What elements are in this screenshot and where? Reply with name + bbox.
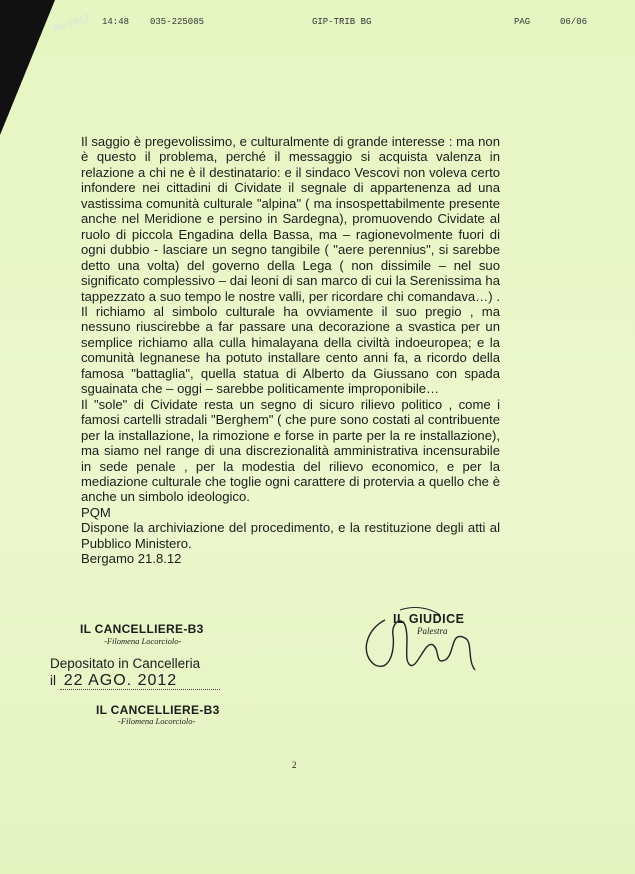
fax-time: 14:48 bbox=[102, 17, 130, 27]
depositato-prefix: il bbox=[50, 673, 56, 688]
cancelliere-stamp-2-name: -Filomena Locorciolo- bbox=[118, 716, 196, 726]
document-body bbox=[81, 134, 500, 567]
cancelliere-stamp-1-name: -Filomena Locorciolo- bbox=[104, 636, 182, 646]
cancelliere-stamp-1: IL CANCELLIERE-B3 bbox=[80, 622, 204, 636]
fax-sender: GIP-TRIB BG bbox=[312, 17, 372, 27]
giudice-name: Palestra bbox=[417, 626, 448, 636]
dispositivo: Dispone la archiviazione del procedimento, e la restituzione degli atti al Pubblico Ministero. bbox=[81, 520, 500, 551]
place-date: Bergamo 21.8.12 bbox=[81, 551, 182, 567]
depositato-underline bbox=[60, 689, 220, 690]
fax-page-count: 06/06 bbox=[560, 17, 588, 27]
depositato-date: 22 AGO. 2012 bbox=[63, 672, 178, 689]
depositato-label: Depositato in Cancelleria bbox=[50, 656, 201, 671]
pqm-heading: PQM bbox=[81, 504, 111, 520]
fax-date: 09/2012 bbox=[52, 13, 92, 35]
cancelliere-stamp-2: IL CANCELLIERE-B3 bbox=[96, 703, 220, 717]
depositato-date-line bbox=[50, 672, 177, 690]
paragraph-2: Il "sole" di Cividate resta un segno di sicuro rilievo politico , come i famosi cartelli stradali "Berghem" ( che pure sono costati al contribuente per la installazione, la rimozione e forse in parte per la re installazione), ma siamo nel range di una discrezionalità amministrativa incensurabile in sede penale , per la modestia del rilievo economico, e per la mediazione culturale che toglie ogni carattere di protervia a quello che è anche un simbolo ideologico. bbox=[81, 396, 500, 505]
paragraph-1: Il saggio è pregevolissimo, e culturalmente di grande interesse : ma non è questo il problema, perché il messaggio si acquista valenza in relazione a chi ne è il destinatario: e il sindaco Vescovi non voleva certo infondere nei cittadini di Cividate il segnale di appartenenza ad una vastissima comunità culturale "alpina" ( ma insospettabilmente presente anche nel Meridione e persino in Sardegna), promuovendo Cividate al ruolo di piccola Engadina della Bassa, ma – ragionevolmente fuori di ogni dubbio - lasciare un segno tangibile ( "aere perennius", si sarebbe detto una volta) del governo della Lega ( non dissimile – nel suo significato complessivo – dai leoni di san marco di cui la Serenissima ha tappezzato a suo tempo le nostre valli, per ricordare chi comandava…) . Il richiamo al simbolo culturale ha ovviamente il suo pregio , ma nessuno riuscirebbe a far passare una decorazione a svastica per un semplice richiamo alla culla himalayana della civiltà indoeuropea; e la comunità legnanese ha potuto installare cento anni fa, a ricordo della famosa "battaglia", quella statua di Alberto da Giussano con spada sguainata che – oggi – sarebbe politicamente improponibile… bbox=[81, 134, 500, 397]
fax-page-label: PAG bbox=[514, 17, 531, 27]
giudice-stamp: IL GIUDICE bbox=[393, 612, 465, 626]
page-number: 2 bbox=[292, 760, 297, 770]
fax-number: 035-225085 bbox=[150, 17, 205, 27]
fax-header bbox=[0, 13, 635, 35]
